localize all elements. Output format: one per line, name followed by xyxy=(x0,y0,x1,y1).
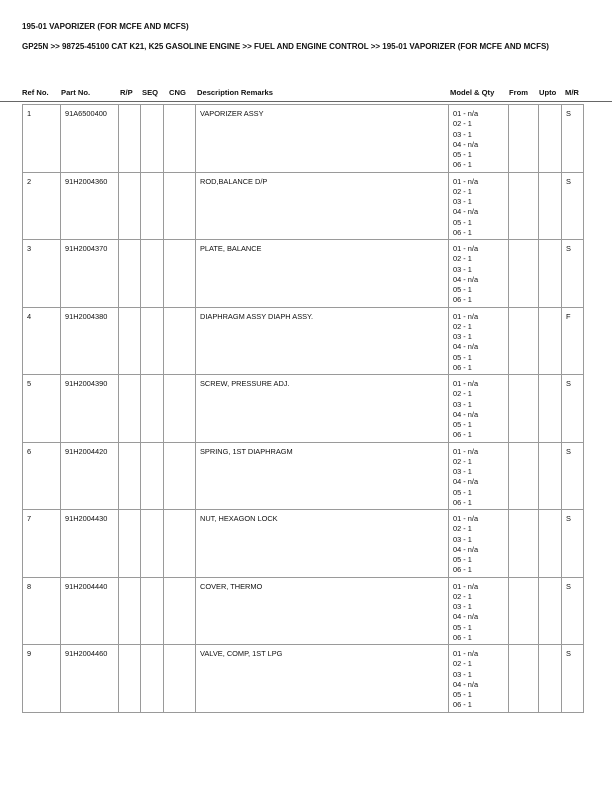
model-qty-cell xyxy=(449,442,509,510)
mr-cell: S xyxy=(562,577,584,645)
rp-cell xyxy=(119,172,141,240)
upto-cell xyxy=(539,510,562,578)
model-qty-line: 06 - 1 xyxy=(453,700,472,710)
model-qty-line: 06 - 1 xyxy=(453,362,472,372)
column-header-upto: Upto xyxy=(539,88,557,97)
model-qty-line: 03 - 1 xyxy=(453,197,472,207)
model-qty-cell xyxy=(449,510,509,578)
table-row xyxy=(23,240,584,308)
model-qty-line: 03 - 1 xyxy=(453,669,472,679)
ref-no-cell: 9 xyxy=(23,645,61,713)
model-qty-line: 02 - 1 xyxy=(453,456,472,466)
model-qty-line: 05 - 1 xyxy=(453,420,472,430)
seq-cell xyxy=(141,240,164,308)
seq-cell xyxy=(141,577,164,645)
rp-cell xyxy=(119,442,141,510)
part-no-cell: 91H2004380 xyxy=(61,307,119,375)
model-qty-line: 02 - 1 xyxy=(453,389,472,399)
model-qty-line: 01 - n/a xyxy=(453,379,479,388)
model-qty-line: 02 - 1 xyxy=(453,186,472,196)
description-cell: NUT, HEXAGON LOCK xyxy=(196,510,449,578)
upto-cell xyxy=(539,442,562,510)
part-no-cell: 91H2004370 xyxy=(61,240,119,308)
upto-cell xyxy=(539,307,562,375)
model-qty-line: 03 - 1 xyxy=(453,467,472,477)
seq-cell xyxy=(141,105,164,173)
column-header-cng: CNG xyxy=(169,88,186,97)
rp-cell xyxy=(119,645,141,713)
upto-cell xyxy=(539,375,562,443)
rp-cell xyxy=(119,307,141,375)
header-divider xyxy=(0,101,612,102)
mr-cell: S xyxy=(562,375,584,443)
part-no-cell: 91H2004440 xyxy=(61,577,119,645)
ref-no-cell: 6 xyxy=(23,442,61,510)
model-qty-line: 01 - n/a xyxy=(453,581,479,591)
model-qty-cell xyxy=(449,375,509,443)
model-qty-line: 05 - 1 xyxy=(453,690,472,700)
from-cell xyxy=(509,442,539,510)
rp-cell xyxy=(119,240,141,308)
model-qty-line: 05 - 1 xyxy=(453,150,472,160)
from-cell xyxy=(509,510,539,578)
model-qty-line: 06 - 1 xyxy=(453,160,472,170)
column-header-from: From xyxy=(509,88,528,97)
upto-cell xyxy=(539,240,562,308)
model-qty-line: 02 - 1 xyxy=(453,321,472,331)
seq-cell xyxy=(141,375,164,443)
model-qty-line: 01 - n/a xyxy=(453,176,479,186)
mr-cell: S xyxy=(562,105,584,173)
model-qty-line: 04 - n/a xyxy=(453,207,479,217)
model-qty-line: 05 - 1 xyxy=(453,487,472,497)
table-row xyxy=(23,375,584,443)
model-qty-line: 05 - 1 xyxy=(453,285,472,295)
mr-cell: S xyxy=(562,240,584,308)
model-qty-line: 04 - n/a xyxy=(453,274,479,284)
from-cell xyxy=(509,375,539,443)
rp-cell xyxy=(119,375,141,443)
model-qty-line: 06 - 1 xyxy=(453,632,472,642)
from-cell xyxy=(509,240,539,308)
mr-cell: F xyxy=(562,307,584,375)
model-qty-cell xyxy=(449,307,509,375)
description-cell: PLATE, BALANCE xyxy=(196,240,449,308)
parts-table-body xyxy=(23,105,584,713)
table-row xyxy=(23,172,584,240)
seq-cell xyxy=(141,172,164,240)
cng-cell xyxy=(164,307,196,375)
model-qty-line: 02 - 1 xyxy=(453,254,472,264)
description-cell: VALVE, COMP, 1ST LPG xyxy=(196,645,449,713)
from-cell xyxy=(509,172,539,240)
model-qty-line: 04 - n/a xyxy=(453,544,479,554)
model-qty-line: 04 - n/a xyxy=(453,612,479,622)
model-qty-line: 05 - 1 xyxy=(453,352,472,362)
part-no-cell: 91H2004360 xyxy=(61,172,119,240)
column-header-rp: R/P xyxy=(120,88,133,97)
model-qty-line: 04 - n/a xyxy=(453,409,479,419)
cng-cell xyxy=(164,105,196,173)
column-header-mr: M/R xyxy=(565,88,579,97)
part-no-cell: 91A6500400 xyxy=(61,105,119,173)
part-no-cell: 91H2004430 xyxy=(61,510,119,578)
model-qty-line: 05 - 1 xyxy=(453,622,472,632)
upto-cell xyxy=(539,577,562,645)
ref-no-cell: 7 xyxy=(23,510,61,578)
description-cell: COVER, THERMO xyxy=(196,577,449,645)
breadcrumb: GP25N >> 98725-45100 CAT K21, K25 GASOLINE ENGINE >> FUEL AND ENGINE CONTROL >> 195-01 VAPORIZER (FOR MCFE AND MCFS) xyxy=(22,42,549,51)
seq-cell xyxy=(141,442,164,510)
mr-cell: S xyxy=(562,442,584,510)
model-qty-line: 06 - 1 xyxy=(453,430,472,440)
cng-cell xyxy=(164,577,196,645)
cng-cell xyxy=(164,645,196,713)
cng-cell xyxy=(164,172,196,240)
model-qty-cell xyxy=(449,577,509,645)
column-header-description: Description Remarks xyxy=(197,88,273,97)
model-qty-line: 03 - 1 xyxy=(453,534,472,544)
from-cell xyxy=(509,307,539,375)
mr-cell: S xyxy=(562,510,584,578)
model-qty-cell xyxy=(449,645,509,713)
rp-cell xyxy=(119,577,141,645)
table-row xyxy=(23,307,584,375)
model-qty-line: 05 - 1 xyxy=(453,555,472,565)
seq-cell xyxy=(141,307,164,375)
model-qty-line: 02 - 1 xyxy=(453,119,472,129)
parts-table xyxy=(22,104,584,713)
model-qty-line: 03 - 1 xyxy=(453,264,472,274)
ref-no-cell: 5 xyxy=(23,375,61,443)
mr-cell: S xyxy=(562,172,584,240)
table-row xyxy=(23,645,584,713)
from-cell xyxy=(509,105,539,173)
model-qty-line: 04 - n/a xyxy=(453,679,479,689)
part-no-cell: 91H2004420 xyxy=(61,442,119,510)
from-cell xyxy=(509,577,539,645)
upto-cell xyxy=(539,172,562,240)
description-cell: SPRING, 1ST DIAPHRAGM xyxy=(196,442,449,510)
cng-cell xyxy=(164,240,196,308)
table-row xyxy=(23,510,584,578)
model-qty-line: 06 - 1 xyxy=(453,227,472,237)
upto-cell xyxy=(539,645,562,713)
upto-cell xyxy=(539,105,562,173)
model-qty-line: 03 - 1 xyxy=(453,129,472,139)
rp-cell xyxy=(119,105,141,173)
description-cell: DIAPHRAGM ASSY DIAPH ASSY. xyxy=(196,307,449,375)
model-qty-line: 01 - n/a xyxy=(453,649,479,658)
model-qty-line: 04 - n/a xyxy=(453,477,479,487)
model-qty-line: 01 - n/a xyxy=(453,514,479,523)
model-qty-line: 01 - n/a xyxy=(453,244,479,253)
column-header-seq: SEQ xyxy=(142,88,159,97)
model-qty-cell xyxy=(449,172,509,240)
mr-cell: S xyxy=(562,645,584,713)
from-cell xyxy=(509,645,539,713)
description-cell: ROD,BALANCE D/P xyxy=(196,172,449,240)
model-qty-line: 02 - 1 xyxy=(453,659,472,669)
description-cell: SCREW, PRESSURE ADJ. xyxy=(196,375,449,443)
seq-cell xyxy=(141,510,164,578)
model-qty-cell xyxy=(449,240,509,308)
model-qty-line: 05 - 1 xyxy=(453,217,472,227)
model-qty-line: 03 - 1 xyxy=(453,602,472,612)
description-cell: VAPORIZER ASSY xyxy=(196,105,449,173)
column-header-model-qty: Model & Qty xyxy=(450,88,495,97)
part-no-cell: 91H2004460 xyxy=(61,645,119,713)
model-qty-line: 03 - 1 xyxy=(453,399,472,409)
ref-no-cell: 3 xyxy=(23,240,61,308)
model-qty-line: 06 - 1 xyxy=(453,497,472,507)
model-qty-cell xyxy=(449,105,509,173)
model-qty-line: 02 - 1 xyxy=(453,591,472,601)
ref-no-cell: 1 xyxy=(23,105,61,173)
model-qty-line: 01 - n/a xyxy=(453,446,479,456)
model-qty-line: 04 - n/a xyxy=(453,139,479,149)
table-row xyxy=(23,105,584,173)
cng-cell xyxy=(164,510,196,578)
model-qty-line: 01 - n/a xyxy=(453,311,479,321)
page-title: 195-01 VAPORIZER (FOR MCFE AND MCFS) xyxy=(22,22,189,31)
model-qty-line: 01 - n/a xyxy=(453,109,479,118)
ref-no-cell: 8 xyxy=(23,577,61,645)
part-no-cell: 91H2004390 xyxy=(61,375,119,443)
model-qty-line: 03 - 1 xyxy=(453,332,472,342)
table-row xyxy=(23,442,584,510)
cng-cell xyxy=(164,375,196,443)
rp-cell xyxy=(119,510,141,578)
seq-cell xyxy=(141,645,164,713)
column-header-part-no: Part No. xyxy=(61,88,91,97)
model-qty-line: 02 - 1 xyxy=(453,524,472,534)
cng-cell xyxy=(164,442,196,510)
model-qty-line: 06 - 1 xyxy=(453,565,472,575)
table-row xyxy=(23,577,584,645)
ref-no-cell: 4 xyxy=(23,307,61,375)
model-qty-line: 04 - n/a xyxy=(453,342,479,352)
ref-no-cell: 2 xyxy=(23,172,61,240)
column-header-ref-no: Ref No. xyxy=(22,88,49,97)
model-qty-line: 06 - 1 xyxy=(453,295,472,305)
